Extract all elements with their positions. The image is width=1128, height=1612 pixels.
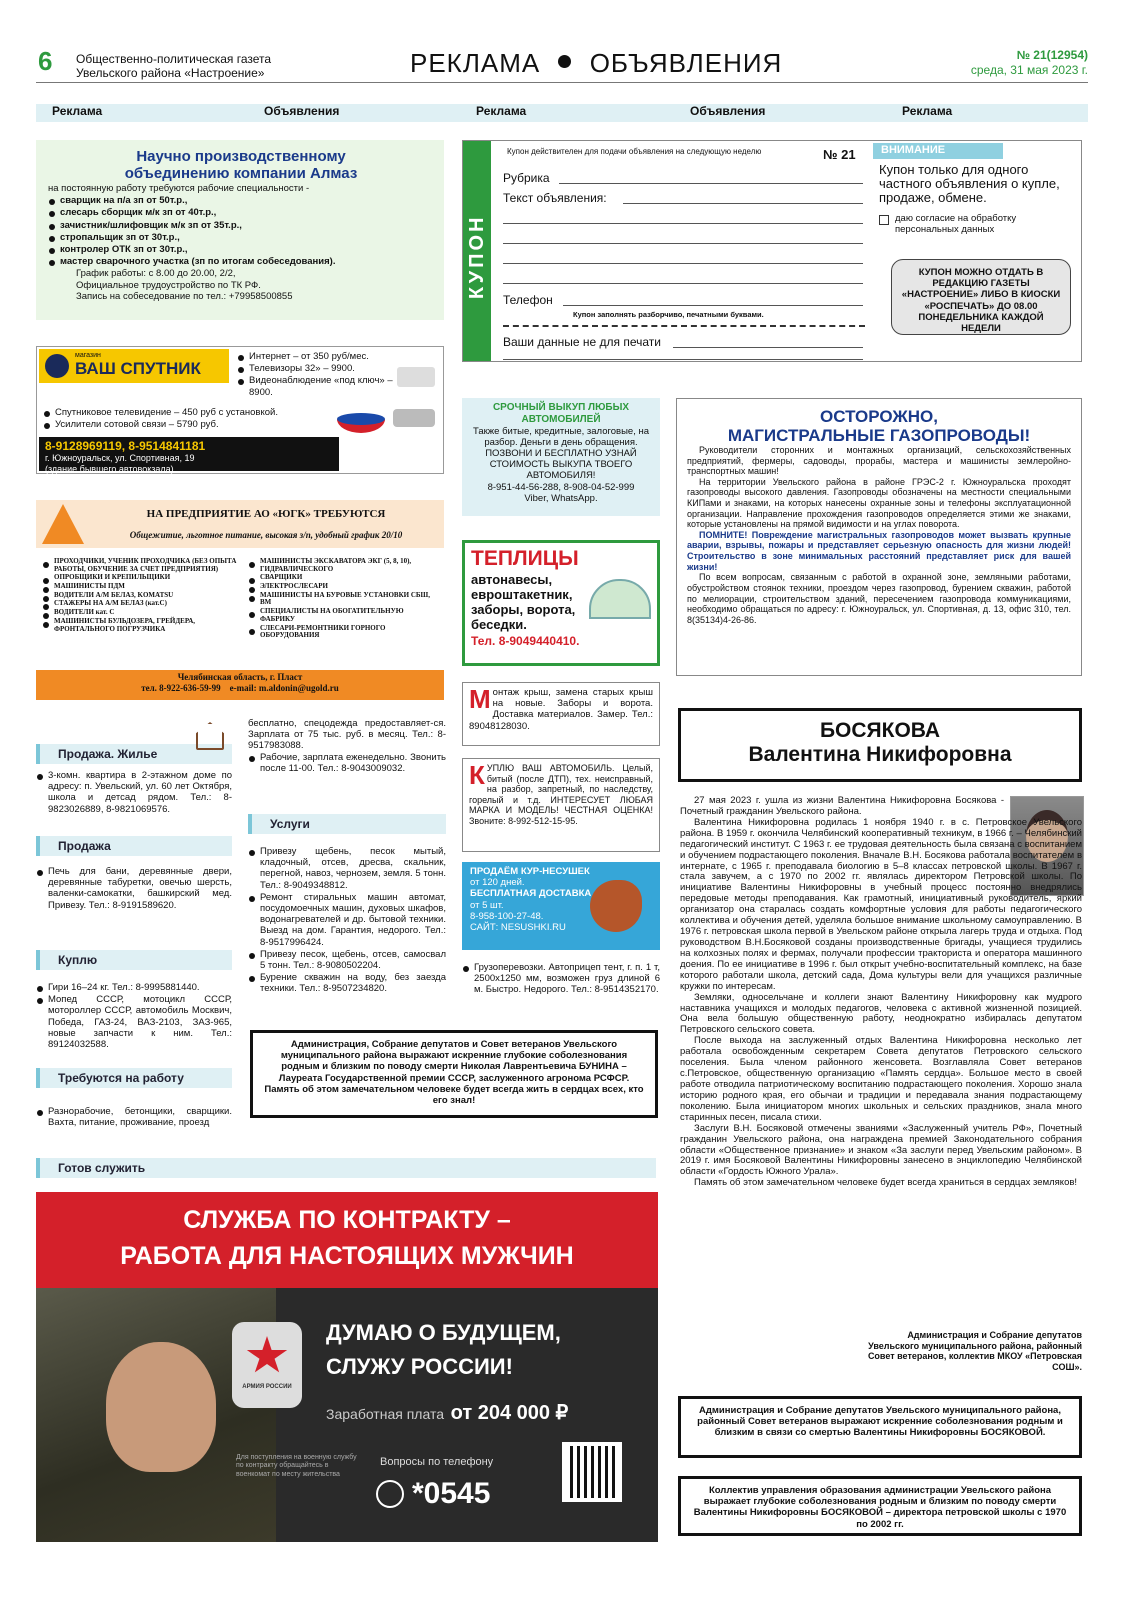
list-item: Грузоперевозки. Автоприцеп тент, г. п. 1 т, 2500х1250 мм, возможен груз длиной 6 м. Быстро. Недорого. Тел.: 8-9514352170. [462, 962, 660, 996]
almaz-note-2: Официальное трудоустройство по ТК РФ. [76, 279, 261, 291]
nav-item-4[interactable]: Объявления [690, 104, 766, 118]
gas-title-2: МАГИСТРАЛЬНЫЕ ГАЗОПРОВОДЫ! [727, 426, 1031, 445]
almaz-title-2: объединению компании Алмаз [124, 165, 358, 182]
yugk-title: НА ПРЕДПРИЯТИЕ АО «ЮГК» ТРЕБУЮТСЯ [146, 508, 386, 520]
roof-text: онтаж крыш, замена старых крыш на новые. Заборы и ворота. Доставка материалов. Замер. Тел.: 89048128030. [469, 687, 653, 732]
almaz-ad [36, 140, 444, 320]
buyout-text: Также битые, кредитные, залоговые, на разбор. Деньги в день обращения. ПОЗВОНИ И БЕСПЛАТНО УЗНАЙ СТОИМОСТЬ ВЫКУПА ТВОЕГО АВТОМОБИЛЯ! [472, 425, 649, 482]
work-continued [248, 718, 446, 775]
consent-checkbox[interactable] [879, 215, 889, 225]
sputnik-list [43, 407, 333, 431]
phone-icon [376, 1480, 404, 1508]
hens-l3: БЕСПЛАТНАЯ ДОСТАВКА [470, 888, 592, 900]
almaz-intro: на постоянную работу требуются рабочие специальности - [48, 183, 310, 194]
list-item: Видеонаблюдение «под ключ» – 8900. [237, 375, 397, 397]
list-item: Привезу песок, щебень, отсев, самосвал 5 тонн. Тел.: 8-9080502204. [248, 949, 446, 971]
list-item: ПРОХОДЧИКИ, УЧЕНИК ПРОХОДЧИКА (БЕЗ ОПЫТА РАБОТЫ, ОБУЧЕНИЕ ЗА СЧЕТ ПРЕДПРИЯТИЯ) [42, 558, 242, 573]
cargo-ad [462, 962, 660, 997]
coupon-private-label: Ваши данные не для печати [503, 335, 662, 349]
roof-cap: М [469, 684, 491, 714]
teplicy-tel: Тел. 8-9049440410. [471, 633, 580, 648]
yugk-footer-contacts [36, 683, 444, 694]
coupon-fill-note: Купон заполнять разборчиво, печатными буквами. [573, 310, 764, 319]
hens-l1: ПРОДАЁМ КУР-НЕСУШЕК [470, 866, 590, 877]
coupon-dash [503, 325, 865, 327]
army-title-1: СЛУЖБА ПО КОНТРАКТУ – [183, 1206, 511, 1234]
condolence-bunin: Администрация, Собрание депутатов и Совет ветеранов Увельского муниципального района выражают искренние глубокие соболезнования родным и близким по поводу смерти Николая Лаврентьевича БУНИНА – Лауреата Государственной премии СССР, заслуженного агронома РСФСР. Память об этом замечательном человеке будет всегда жить в сердцах всех, кто его знал! [250, 1030, 658, 1118]
obit-signature: Администрация и Собрание депутатов Увельского муниципального района, районный Совет ветеранов, коллектив МКОУ «Петровская СОШ». [867, 1330, 1082, 1372]
section-right: ОБЪЯВЛЕНИЯ [589, 48, 783, 78]
heading-buy: Куплю [36, 950, 232, 970]
list-item: ВОДИТЕЛИ А/М БЕЛАЗ, KOMATSU [42, 592, 242, 600]
teplicy-title: ТЕПЛИЦЫ [471, 547, 579, 570]
bullet-icon [558, 55, 571, 68]
list-item: СВАРЩИКИ [248, 574, 438, 582]
router-icon [397, 367, 435, 387]
army-badge-icon [232, 1322, 302, 1408]
nav-item-1[interactable]: Реклама [52, 104, 103, 118]
army-small-text: Для поступления на военную службу по контракту обращайтесь в военкомат по месту жительства [236, 1454, 357, 1478]
satellite-icon [45, 354, 69, 378]
list-item: МАШИНИСТЫ БУЛЬДОЗЕРА, ГРЕЙДЕРА, ФРОНТАЛЬНОГО ПОГРУЗЧИКА [42, 618, 242, 633]
yugk-ad [36, 500, 444, 700]
coupon-text-label: Текст объявления: [503, 191, 607, 205]
list-item: Интернет – от 350 руб/мес. [237, 351, 397, 362]
list-item: Бурение скважин на воду, без заезда техники. Тел.: 8-9507234820. [248, 972, 446, 994]
heading-work: Требуются на работу [36, 1068, 232, 1088]
coupon-lines[interactable] [503, 183, 863, 284]
hens-l6: САЙТ: NESUSHKI.RU [470, 922, 566, 934]
coupon-valid: Купон действителен для подачи объявления на следующую неделю [507, 147, 762, 156]
coupon-private-line[interactable] [673, 347, 863, 348]
list-item: Привезу щебень, песок мытый, кладочный, отсев, дресва, скальник, перегной, навоз, чернозем, земля. 5 тонн. Тел.: 8-9049348812. [248, 846, 446, 891]
paper-name [76, 52, 271, 80]
sputnik-right-list [237, 351, 397, 399]
list-item: Печь для бани, деревянные двери, деревянные табуретки, овечью шерсть, валенки-самокатки, башкирский мед. Привезу. Тел.: 8-9191589620. [36, 866, 232, 911]
attention-badge: ВНИМАНИЕ [873, 143, 1003, 159]
yugk-right-list [248, 558, 438, 641]
list-item: МАШИНИСТЫ ЭКСКАВАТОРА ЭКГ (5, 8, 10), ГИДРАВЛИЧЕСКОГО [248, 558, 438, 573]
list-item: Мопед СССР, мотоцикл СССР, мотороллер СССР, автомобиль Москвич, Победа, ГАЗ-24, ВАЗ-2103, ЗАЗ-965, новые запчасти к ним. Тел.: 89124032588. [36, 994, 232, 1050]
paper-line2: Увельского района «Настроение» [76, 66, 265, 80]
obit-p2: Валентина Никифоровна родилась 1 ноября 1940 г. в с. Петровское Увельского района. В 1959 г. окончила Челябинский кооперативный техникум, в 1966 г. – Челябинский педагогический институт. С 1963 г. ее трудовая деятельность была связана с воспитанием и обучением подрастающего поколения. Вначале В.Н. Босякова работала воспитателем в интернате, с 1965 г. преподавала биологию в 5–8 классах петровской школы. В 1967 г. стала завучем, а с 1970 по 2002 гг. являлась директором Петровской школы. По инициативе Валентины Никифоровны в учебный процесс постоянно внедрялись передовые методы преподавания. Как грамотный, инициативный руководитель, яркий организатор она старалась создать комфортные условия для работы педагогического коллектива и обучения детей, уделяла большое внимание школьному самоуправлению. В 1976 г. петровская школа первой в Увельском районе открыла лагерь труда и отдыха. Под руководством В.Н.Босяковой созданы производственные бригады, учащиеся трудились на колхозных полях и фермах, получали профессии тракториста и оператора машинного доения. По ее инициативе в 1996 г. был открыт учебно-воспитательный комплекс, на базе которого работали школа, детский сада, Дома культуры вели для учащихся различные кружки по интересам. [680, 816, 1082, 992]
nav-item-5[interactable]: Реклама [902, 104, 953, 118]
gas-p4: По всем вопросам, связанным с работой в охранной зоне, земляными работами, обустройством стоянок техники, проездом через газопровод, бурением скважин, работой по мелиорации, строительством зданий, пересечением газопровода коммуникациями, необходимо обращаться по адресу: г. Южноуральск, ул. Спортивная, д. 13, офис 310, тел. 8(35134)4-26-86. [687, 572, 1071, 625]
list-item: Рабочие, зарплата еженедельно. Звонить после 11-00. Тел.: 8-9043009032. [248, 752, 446, 774]
obit-p4: После выхода на заслуженный отдых Валентина Никифоровна несколько лет работала освобожденным секретарем Совета депутатов Петровского сельского поселения. Была членом районного женсовета. Возглавляла Совет ветеранов с.Петровское, общественную организацию «Память сердца». Большое место в своей работе отводила патриотическому воспитанию подрастающего поколения. Хорошо знала историю родного края, его обычаи и традиции и передавала знания подрастающему поколению. Была инициатором многих школьных и сельских праздников, знала много старинных песен, писала стихи. [680, 1035, 1082, 1123]
issue-number: № 21(12954) [1016, 48, 1088, 62]
hen-icon [590, 880, 642, 932]
list-item: Ремонт стиральных машин автомат, посудомоечных машин, духовых шкафов, водонагревателей и др. бытовой техники. Выезд на дом. Гарантия, недорого. Тел.: 8-9517996424. [248, 892, 446, 948]
army-badge-text: АРМИЯ РОССИИ [242, 1384, 292, 1390]
yugk-left-list [42, 558, 242, 634]
teplicy-ad [462, 540, 660, 666]
heading-housing: Продажа. Жилье [36, 744, 232, 764]
coupon [462, 140, 1082, 362]
roof-ad [462, 682, 660, 746]
carbuy-ad [462, 758, 660, 852]
yugk-footer [36, 670, 444, 700]
qr-code-icon [562, 1442, 622, 1502]
almaz-title [48, 148, 434, 182]
yugk-footer-city: Челябинская область, г. Пласт [177, 672, 303, 682]
section-left: РЕКЛАМА [410, 48, 541, 78]
list-item: стропальщик зп от 30т.р., [48, 232, 434, 243]
tricolor-icon [337, 405, 385, 433]
sputnik-contacts [39, 437, 339, 474]
list-item: ЭЛЕКТРОСЛЕСАРИ [248, 583, 438, 591]
coupon-private-line-2[interactable] [503, 359, 863, 360]
obit-p3: Земляки, односельчане и коллеги знают Валентину Никифоровну как мудрого наставника учащихся и молодых педагогов, человека с активной жизненной позицией. Она вела большую общественную работу, неоднократно избиралась депутатом Петровского сельского совета. [680, 991, 1082, 1036]
buy-list [36, 982, 232, 1051]
gas-title-1: ОСТОРОЖНО, [820, 407, 938, 426]
almaz-note-3: Запись на собеседование по тел.: +79958500855 [76, 290, 293, 302]
hens-l2: от 120 дней. [470, 877, 525, 889]
issue-date: среда, 31 мая 2023 г. [970, 63, 1088, 77]
section-title [410, 48, 782, 79]
gas-p1: Руководители сторонних и монтажных организаций, сельскохозяйственных предприятий, фермеры, садоводы, прорабы, мастера и машинисты землеройно-транспортных машин! [687, 445, 1071, 477]
header-rule [36, 82, 1088, 83]
army-slogan-1: ДУМАЮ О БУДУЩЕМ, [326, 1320, 561, 1345]
list-item: слесарь сборщик м/к зп от 40т.р., [48, 207, 434, 218]
sputnik-logo [39, 349, 229, 383]
hens-ad [462, 862, 660, 950]
army-phone[interactable]: *0545 [412, 1477, 491, 1510]
list-item: контролер ОТК зп от 30т.р., [48, 244, 434, 255]
obit-name: Валентина Никифоровна [748, 743, 1012, 766]
list-item: СТАЖЕРЫ НА А/М БЕЛАЗ (кат.С) [42, 600, 242, 608]
heading-ready: Готов служить [36, 1158, 656, 1178]
list-item: Разнорабочие, бетонщики, сварщики. Вахта, питание, проживание, проезд [36, 1106, 232, 1128]
paper-line1: Общественно-политическая газета [76, 52, 272, 66]
page-number: 6 [38, 46, 53, 76]
obit-name-box [678, 708, 1082, 782]
list-item: ОПРОБЩИКИ И КРЕПИЛЬЩИКИ [42, 574, 242, 582]
gas-warning [676, 398, 1082, 676]
list-item: Гири 16–24 кг. Тел.: 8-9995881440. [36, 982, 232, 993]
sputnik-addr-1: г. Южноуральск, ул. Спортивная, 19 [45, 453, 195, 464]
carbuy-cap: К [469, 760, 485, 790]
coupon-vertical: КУПОН [466, 214, 489, 300]
obit-p6: Память об этом замечательном человеке будет всегда храниться в сердцах земляков! [694, 1177, 1078, 1189]
obit-p1: 27 мая 2023 г. ушла из жизни Валентина Никифоровна Босякова - Почетный гражданин Увельского района. [680, 795, 1004, 817]
almaz-note-1: График работы: с 8.00 до 20.00, 2/2, [76, 268, 236, 280]
hens-l4: от 5 шт. [470, 899, 504, 911]
condolence-education: Коллектив управления образования администрации Увельского района выражает глубокие соболезнования родным и близким по поводу смерти Валентины Никифоровны БОСЯКОВОЙ – директора петровской школы с 1970 по 2002 гг. [678, 1476, 1082, 1536]
gas-title [687, 407, 1071, 445]
sputnik-logo-small: магазин [75, 352, 101, 359]
almaz-title-1: Научно производственному [136, 148, 346, 165]
buyout-phones: 8-951-44-56-288, 8-908-04-52-999 [487, 481, 635, 493]
coupon-rubric: Рубрика [503, 171, 550, 185]
work-cont-text: бесплатно, спецодежда предоставляет-ся. Зарплата от 75 тыс. руб. в месяц. Тел.: 8-9517983088. [248, 718, 446, 752]
coupon-rule: Купон только для одного частного объявления о купле, продаже, обмене. [879, 162, 1060, 205]
consent-label: даю согласие на обработку персональных данных [895, 213, 1017, 236]
yugk-email: e-mail: m.aldonin@ugold.ru [229, 682, 339, 693]
list-item: 3-комн. квартира в 2-этажном доме по адресу: п. Увельский, ул. 60 лет Октября, школа и детсад рядом. Тел.: 8-9823026889, 8-9821069576. [36, 770, 232, 815]
list-item: СПЕЦИАЛИСТЫ НА ОБОГАТИТЕЛЬНУЮ ФАБРИКУ [248, 608, 438, 623]
buyout-ad [462, 398, 660, 516]
heading-services: Услуги [248, 814, 446, 834]
gas-p2: На территории Увельского района в районе ГРЭС-2 г. Южноуральска проходят газопроводы высокого давления. Газопроводы обозначены на местности специальными КИПами и знаками, на которых нанесены охранные зоны и телефоны эксплуатационной организации. Направление прохождения газопроводов определяется этими же знаками, которые установлены на прямой видимости и на углах поворота. [687, 476, 1071, 530]
yugk-phone: тел. 8-922-636-59-99 [141, 682, 221, 693]
greenhouse-icon [589, 579, 651, 619]
teplicy-text: автонавесы, евроштакетник, заборы, ворота, беседки. [471, 571, 576, 632]
buyout-title: СРОЧНЫЙ ВЫКУП ЛЮБЫХ АВТОМОБИЛЕЙ [492, 402, 630, 425]
list-item: сварщик на п/а зп от 50т.р., [48, 195, 434, 206]
army-ad [36, 1192, 658, 1542]
coupon-phone-label: Телефон [503, 293, 553, 307]
obit-p5: Заслуги В.Н. Босяковой отмечены званиями «Заслуженный учитель РФ», Почетный гражданин Увельского района, она награждена премией Законодательного собрания области «Общественное признание» и знаком «За заслуги перед Увельским районом». В 2019 г. имя Босяковой Валентины Никифоровны занесено в энциклопедию Челябинской области «Гордость Южного Урала». [680, 1122, 1082, 1178]
coupon-phone-line[interactable] [563, 305, 863, 306]
sputnik-addr-2: (здание бывшего автовокзала) [45, 463, 174, 474]
almaz-list [48, 195, 434, 267]
salary-label: Заработная плата [326, 1406, 444, 1422]
sputnik-phones: 8-9128969119, 8-9514841181 [45, 439, 206, 453]
housing-list [36, 770, 232, 816]
coupon-where: КУПОН МОЖНО ОТДАТЬ В РЕДАКЦИЮ ГАЗЕТЫ «НАСТРОЕНИЕ» ЛИБО В КИОСКИ «РОСПЕЧАТЬ» ДО 08.00 ПОНЕДЕЛЬНИКА КАЖДОЙ НЕДЕЛИ [891, 259, 1071, 335]
hens-l5: 8-958-100-27-48. [470, 910, 544, 922]
nav-bar [36, 104, 1088, 122]
list-item: МАШИНИСТЫ ПДМ [42, 583, 242, 591]
nav-item-2[interactable]: Объявления [264, 104, 340, 118]
list-item: СЛЕСАРИ-РЕМОНТНИКИ ГОРНОГО ОБОРУДОВАНИЯ [248, 625, 438, 640]
army-salary [326, 1402, 568, 1426]
nav-item-3[interactable]: Реклама [476, 104, 527, 118]
army-question: Вопросы по телефону [380, 1456, 494, 1468]
sputnik-ad [36, 346, 444, 474]
army-title-2: РАБОТА ДЛЯ НАСТОЯЩИХ МУЖЧИН [120, 1242, 574, 1270]
services-list [248, 846, 446, 996]
soldier-face-icon [106, 1342, 216, 1472]
list-item: Усилители сотовой связи – 5790 руб. [43, 419, 333, 430]
list-item: зачистник/шлифовщик м/к зп от 35т.р., [48, 220, 434, 231]
carbuy-text: УПЛЮ ВАШ АВТОМОБИЛЬ. Целый, битый (после ДТП), тех. неисправный, на разбор, запретный, по наследству, горелый и т.д. ИНТЕРЕСУЕТ ЛЮБАЯ МАРКА И МОДЕЛЬ! ЧЕСТНАЯ ОЦЕНКА! Звоните: 8-992-512-15-95. [469, 763, 653, 827]
list-item: Спутниковое телевидение – 450 руб с установкой. [43, 407, 333, 418]
list-item: мастер сварочного участка (зп по итогам собеседования). [48, 256, 434, 267]
army-slogan-2: СЛУЖУ РОССИИ! [326, 1354, 513, 1379]
sputnik-logo-text: ВАШ СПУТНИК [75, 359, 201, 378]
list-item: МАШИНИСТЫ НА БУРОВЫЕ УСТАНОВКИ СБШ, ВМ [248, 592, 438, 607]
heading-sale: Продажа [36, 836, 232, 856]
house-icon [196, 722, 224, 750]
coupon-number: № 21 [823, 147, 856, 162]
salary-value: от 204 000 ₽ [450, 1402, 569, 1424]
work-list [36, 1106, 232, 1129]
list-item: Телевизоры 32» – 9900. [237, 363, 397, 374]
condolence-admin: Администрация и Собрание депутатов Увельского муниципального района, районный Совет ветеранов выражают искренние соболезнования родным и близким в связи со смертью Валентины Никифоровны БОСЯКОВОЙ. [678, 1396, 1082, 1458]
list-item: ВОДИТЕЛИ кат. С [42, 609, 242, 617]
yugk-subtitle: Общежитие, льготное питание, высокая з/п, удобный график 20/10 [129, 530, 403, 540]
obit-text [680, 796, 1082, 1189]
obit-surname: БОСЯКОВА [819, 719, 941, 742]
buyout-channels: Viber, WhatsApp. [524, 492, 598, 504]
sale-list [36, 866, 232, 912]
camera-icon [393, 409, 435, 427]
gas-p3: ПОМНИТЕ! Повреждение магистральных газопроводов может вызвать крупные аварии, взрывы, пожары и представляет серьезную опасность для жизни людей! Строительство в зоне минимальных расстояний представляет риск для вашей жизни! [687, 529, 1071, 572]
